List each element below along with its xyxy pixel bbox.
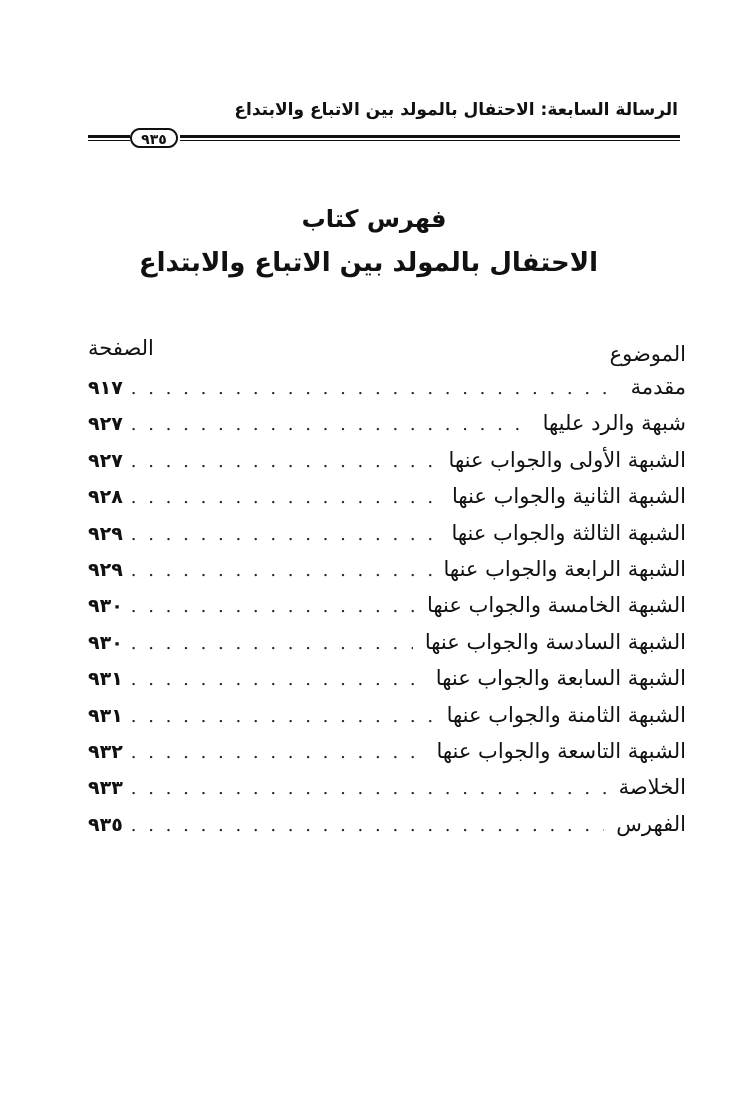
toc-entry-page: ٩٢٩	[88, 558, 123, 581]
toc-entry-page: ٩٢٧	[88, 413, 123, 436]
dot-leader	[131, 378, 619, 399]
table-of-contents	[88, 375, 686, 848]
toc-entry[interactable]	[88, 703, 686, 739]
book-title: الاحتفال بالمولد بين الاتباع والابتداع	[138, 248, 598, 278]
toc-column-headers	[88, 338, 686, 368]
toc-entry[interactable]	[88, 666, 686, 702]
dot-leader	[131, 451, 437, 472]
rule-line-left	[88, 135, 130, 141]
toc-entry-page: ٩٣١	[88, 668, 123, 691]
page-number: ٩٣٥	[130, 128, 178, 148]
toc-entry[interactable]	[88, 630, 686, 666]
rule-line-right	[180, 135, 680, 141]
toc-entry-title: الشبهة الخامسة والجواب عنها	[426, 593, 686, 618]
dot-leader	[131, 560, 432, 581]
index-title: فهرس كتاب	[301, 205, 447, 233]
toc-entry-page: ٩٣٣	[88, 777, 123, 800]
toc-entry-title: الشبهة الأولى والجواب عنها	[448, 447, 686, 472]
toc-entry-page: ٩٣٥	[88, 813, 123, 836]
toc-entry[interactable]	[88, 739, 686, 775]
toc-entry[interactable]	[88, 411, 686, 447]
toc-entry-page: ٩٢٨	[88, 486, 123, 509]
dot-leader	[131, 742, 425, 763]
toc-entry-page: ٩٣٠	[88, 631, 123, 654]
dot-leader	[131, 633, 413, 654]
dot-leader	[131, 414, 531, 435]
dot-leader	[131, 487, 440, 508]
dot-leader	[131, 669, 424, 690]
toc-entry-title: الشبهة السابعة والجواب عنها	[435, 666, 686, 691]
toc-entry[interactable]	[88, 448, 686, 484]
toc-entry-title: الشبهة السادسة والجواب عنها	[424, 629, 686, 654]
toc-entry[interactable]	[88, 775, 686, 811]
toc-entry-page: ٩٣٠	[88, 595, 123, 618]
toc-entry-title: الشبهة التاسعة والجواب عنها	[436, 738, 686, 763]
dot-leader	[131, 706, 435, 727]
toc-entry-title: الخلاصة	[618, 775, 686, 800]
toc-entry-title: شبهة والرد عليها	[542, 411, 686, 436]
toc-entry-title: الشبهة الثالثة والجواب عنها	[451, 520, 686, 545]
toc-entry-title: الشبهة الثانية والجواب عنها	[451, 484, 686, 509]
toc-entry[interactable]	[88, 593, 686, 629]
header-rule	[88, 128, 680, 150]
toc-entry[interactable]	[88, 375, 686, 411]
toc-entry-page: ٩٢٧	[88, 449, 123, 472]
toc-entry[interactable]	[88, 557, 686, 593]
dot-leader	[131, 778, 607, 799]
dot-leader	[131, 815, 604, 836]
toc-entry-title: الشبهة الرابعة والجواب عنها	[443, 556, 686, 581]
toc-entry[interactable]	[88, 521, 686, 557]
toc-entry-page: ٩٣١	[88, 704, 123, 727]
dot-leader	[131, 524, 440, 545]
toc-entry-page: ٩٢٩	[88, 522, 123, 545]
toc-entry[interactable]	[88, 484, 686, 520]
toc-entry-title: الفهرس	[616, 811, 686, 836]
toc-entry[interactable]	[88, 812, 686, 848]
dot-leader	[131, 596, 415, 617]
toc-entry-title: مقدمة	[630, 375, 686, 399]
toc-entry-page: ٩٣٢	[88, 740, 123, 763]
topic-column-header: الموضوع	[609, 342, 686, 366]
running-header: الرسالة السابعة: الاحتفال بالمولد بين الاتباع والابتداع	[234, 100, 678, 120]
toc-entry-title: الشبهة الثامنة والجواب عنها	[446, 702, 686, 727]
page-column-header: الصفحة	[88, 336, 154, 360]
toc-entry-page: ٩١٧	[88, 377, 123, 399]
